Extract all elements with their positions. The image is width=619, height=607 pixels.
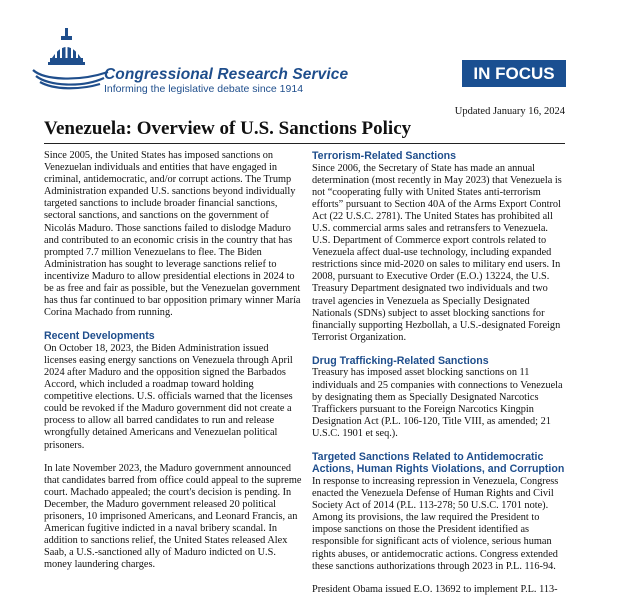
title-divider xyxy=(44,143,565,144)
recent-paragraph-1: On October 18, 2023, the Biden Administration issued licenses easing energy sanctions on Venezuela through April 2024 after Maduro and the opposition signed the Barbados Accord, which included a roadmap toward holding competitive elections. U.S. officials warned that the licenses could be revoked if the Maduro government did not create a process to allow all barred candidates to run and release wrongfully detained Americans and Venezuelan political prisoners. xyxy=(44,342,293,451)
targeted-paragraph: In response to increasing repression in Venezuela, Congress enacted the Venezuela Defense of Human Rights and Civil Society Act of 2014 (P.L. 113-278; 50 U.S.C. 1701 note). Among its provisions, the law required the President to impose sanctions on those the President identified as responsible for significant acts of violence, serious human rights abuses, or antidemocratic actions. Congress extended these sanctions authorizations through 2023 in P.L. 116-94. xyxy=(312,475,559,572)
terrorism-paragraph: Since 2006, the Secretary of State has made an annual determination (most recently in May 2023) that Venezuela is not “cooperating fully with United States anti-terrorism efforts” pursuant to Section 40A of the Arms Export Control Act (22 U.S.C. 2781). The United States has prohibited all U.S. commercial arms sales and retransfers to Venezuela. U.S. Department of Commerce export controls related to Venezuela affect dual-use technology, including expanded restrictions since mid-2020 on sales to military end users. In 2008, pursuant to Executive Order (E.O.) 13224, the U.S. Treasury Department designated two individuals and two travel agencies in Venezuela as Specially Designated Nationals (SDNs) subject to asset blocking sanctions for financially supporting Hezbollah, a U.S.-designated Foreign Terrorist Organization. xyxy=(312,162,562,343)
obama-paragraph: President Obama issued E.O. 13692 to implement P.L. 113- xyxy=(312,583,558,595)
section-heading-targeted: Targeted Sanctions Related to Antidemocratic Actions, Human Rights Violations, and Corruption xyxy=(312,450,565,476)
section-heading-drug: Drug Trafficking-Related Sanctions xyxy=(312,354,489,367)
left-column xyxy=(44,150,302,583)
intro-paragraph: Since 2005, the United States has imposed sanctions on Venezuelan individuals and entities that have engaged in criminal, antidemocratic, and/or corrupt actions. The Trump Administration expanded U.S. sanctions beyond individually targeted sanctions to include broader financial sanctions, sectoral sanctions, and sanctions on the government of Nicolás Maduro. Those sanctions failed to dislodge Maduro and contributed to an economic crisis in the country that has prompted 7.7 million Venezuelans to flee. The Biden Administration has sought to leverage sanctions relief to incentivize Maduro to allow presidential elections in 2024 to be as free and fair as possible, but the Venezuelan government has thus far continued to bar opposition primary winner María Corina Machado from running. xyxy=(44,150,301,319)
recent-paragraph-2: In late November 2023, the Maduro government announced that candidates barred from office could appeal to the supreme court. Machado appealed; the court's decision is pending. In December, the Maduro government released 20 political prisoners, 10 imprisoned Americans, and Leonard Francis, an American fugitive indicted in a naval bribery scandal. In addition to sanctions relief, the United States released Alex Saab, a U.S.-sanctioned ally of Maduro indicted on U.S. money laundering charges. xyxy=(44,462,302,571)
updated-date: Updated January 16, 2024 xyxy=(454,106,565,117)
section-heading-recent: Recent Developments xyxy=(44,330,155,343)
report-header xyxy=(0,0,619,110)
section-heading-terrorism: Terrorism-Related Sanctions xyxy=(312,150,457,162)
right-column xyxy=(312,150,568,607)
capitol-dome-logo-icon xyxy=(30,28,110,90)
org-tagline: Informing the legislative debate since 1914 xyxy=(104,83,304,95)
drug-paragraph: Treasury has imposed asset blocking sanctions on 11 individuals and 25 companies with connections to Venezuela by designating them as Specially Designated Narcotics Traffickers pursuant to the Foreign Narcotics Kingpin Designation Act (P.L. 106-120, Title VIII, as amended; 21 U.S.C. 1901 et seq.). xyxy=(312,367,563,439)
page-title: Venezuela: Overview of U.S. Sanctions Policy xyxy=(44,118,412,139)
in-focus-badge: IN FOCUS xyxy=(462,60,566,87)
org-name: Congressional Research Service xyxy=(104,66,349,83)
